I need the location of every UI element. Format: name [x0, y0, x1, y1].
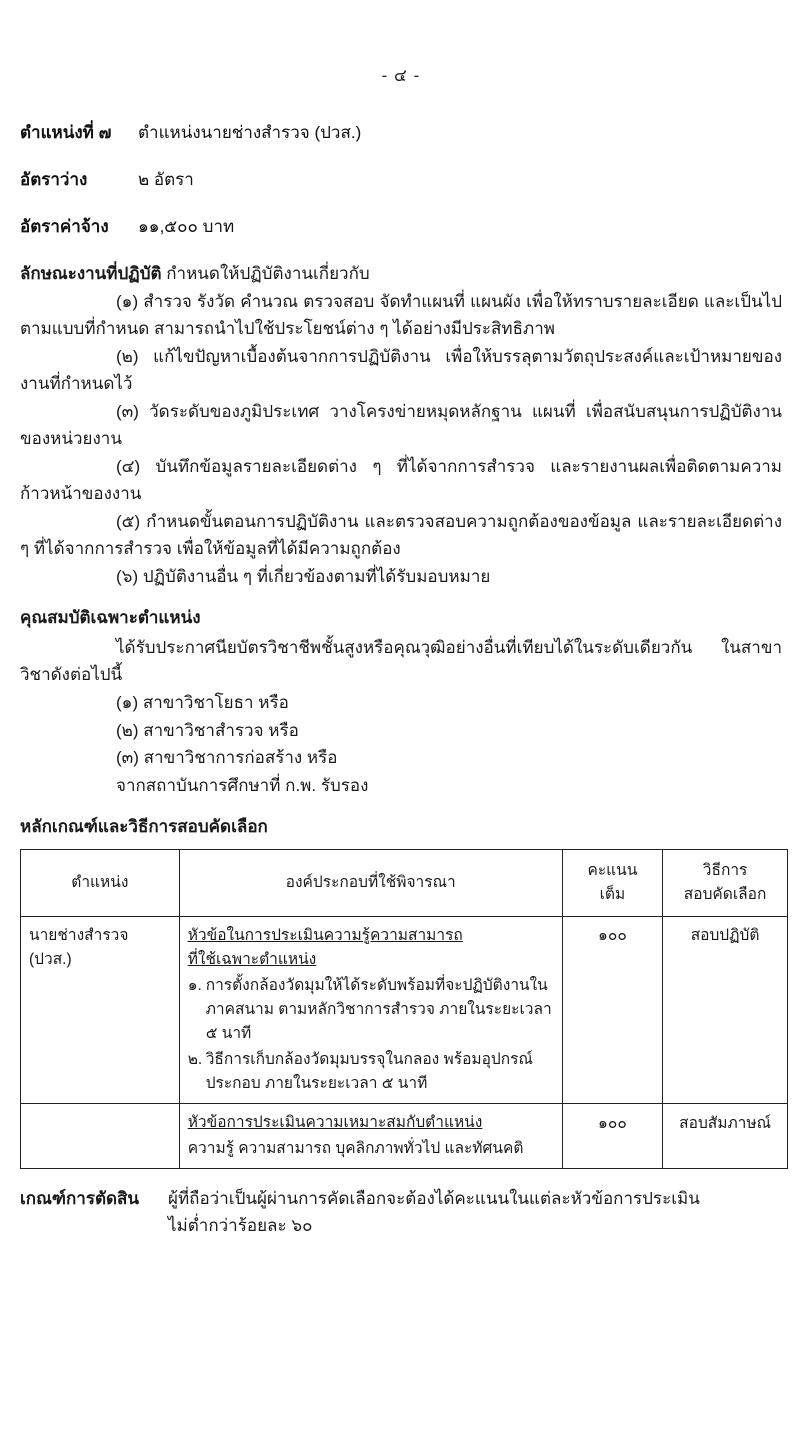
decision-line2: ไม่ต่ำกว่าร้อยละ ๖๐	[168, 1215, 313, 1235]
component-item-number: ๑.	[187, 976, 202, 994]
cell-method: สอบปฏิบัติ	[663, 916, 788, 1103]
position-info-block	[20, 119, 782, 240]
info-value-position: ตำแหน่งนายช่างสำรวจ (ปวส.)	[138, 123, 362, 142]
decision-label: เกณฑ์การตัดสิน	[20, 1188, 140, 1208]
component-heading-line1: หัวข้อในการประเมินความรู้ความสามารถ	[187, 926, 463, 944]
table-row	[21, 916, 788, 1103]
component-item-text: การตั้งกล้องวัดมุมให้ได้ระดับพร้อมที่จะปฏิบัติงานในภาคสนาม ตามหลักวิชาการสำรวจ ภายในระยะเวลา ๕ นาที	[205, 976, 552, 1042]
qualifications-title: คุณสมบัติเฉพาะตำแหน่ง	[20, 608, 201, 628]
component-heading-line2: ที่ใช้เฉพาะตำแหน่ง	[187, 950, 317, 968]
info-value-vacancy: ๒ อัตรา	[138, 170, 194, 189]
th-method-line2: สอบคัดเลือก	[683, 885, 767, 903]
info-row-vacancy	[20, 166, 782, 193]
selection-title: หลักเกณฑ์และวิธีการสอบคัดเลือก	[20, 817, 268, 837]
table-header-row	[21, 849, 788, 916]
cell-components	[179, 1103, 562, 1168]
criteria-table	[20, 849, 788, 1169]
decision-row	[20, 1185, 782, 1212]
selection-section	[20, 813, 782, 1169]
component-item-number: ๒.	[187, 1050, 203, 1068]
th-method-line1: วิธีการ	[702, 861, 748, 879]
table-row	[21, 1103, 788, 1168]
component-heading-line1: หัวข้อการประเมินความเหมาะสมกับตำแหน่ง	[187, 1113, 483, 1131]
cell-score: ๑๐๐	[562, 1103, 663, 1168]
th-score-line1: คะแนน	[587, 861, 638, 879]
component-list-item	[188, 1137, 554, 1161]
cell-method: สอบสัมภาษณ์	[663, 1103, 788, 1168]
duties-lead: กำหนดให้ปฏิบัติงานเกี่ยวกับ	[166, 264, 370, 283]
cell-position: นายช่างสำรวจ (ปวส.)	[21, 916, 180, 1103]
duty-item-5: (๕) กำหนดขั้นตอนการปฏิบัติงาน และตรวจสอบความถูกต้องของข้อมูล และรายละเอียดต่าง ๆ ที่ได้จากการสำรวจ เพื่อให้ข้อมูลที่ได้มีความถูกต้อง	[20, 511, 782, 559]
duties-heading-line	[20, 260, 782, 288]
decision-criteria-block	[20, 1185, 782, 1239]
duties-section	[20, 260, 782, 590]
qualification-item-1: (๑) สาขาวิชาโยธา หรือ	[116, 692, 289, 712]
cell-components	[179, 916, 562, 1103]
duty-item-6: (๖) ปฏิบัติงานอื่น ๆ ที่เกี่ยวข้องตามที่ได้รับมอบหมาย	[116, 566, 491, 586]
qualification-item-2: (๒) สาขาวิชาสำรวจ หรือ	[116, 720, 299, 740]
qualifications-list	[20, 689, 782, 799]
qualifications-section	[20, 604, 782, 799]
duties-title: ลักษณะงานที่ปฏิบัติ	[20, 264, 162, 283]
component-list-item	[188, 1048, 554, 1096]
th-score	[562, 849, 663, 916]
th-score-line2: เต็ม	[599, 885, 626, 903]
info-label-salary: อัตราค่าจ้าง	[20, 217, 109, 236]
duty-item-4: (๔) บันทึกข้อมูลรายละเอียดต่าง ๆ ที่ได้จากการสำรวจ และรายงานผลเพื่อติดตามความก้าวหน้าของงาน	[20, 456, 782, 504]
info-row-salary	[20, 213, 782, 240]
cell-score: ๑๐๐	[562, 916, 663, 1103]
component-list-item	[188, 974, 554, 1046]
info-row-position	[20, 119, 782, 146]
qualifications-note: จากสถาบันการศึกษาที่ ก.พ. รับรอง	[116, 775, 369, 795]
page-number: - ๔ -	[381, 66, 421, 85]
component-item-text: วิธีการเก็บกล้องวัดมุมบรรจุในกลอง พร้อมอุปกรณ์ประกอบ ภายในระยะเวลา ๕ นาที	[205, 1050, 533, 1092]
info-label-position: ตำแหน่งที่ ๗	[20, 123, 112, 142]
th-components: องค์ประกอบที่ใช้พิจารณา	[179, 849, 562, 916]
info-label-vacancy: อัตราว่าง	[20, 170, 88, 189]
th-method	[663, 849, 788, 916]
duty-item-1: (๑) สำรวจ รังวัด คำนวณ ตรวจสอบ จัดทำแผนที่ แผนผัง เพื่อให้ทราบรายละเอียด และเป็นไปตามแบบที่กำหนด สามารถนำไปใช้ประโยชน์ต่าง ๆ ได้อย่างมีประสิทธิภาพ	[20, 291, 782, 339]
duty-item-3: (๓) วัดระดับของภูมิประเทศ วางโครงข่ายหมุดหลักฐาน แผนที่ เพื่อสนับสนุนการปฏิบัติงานของหน่วยงาน	[20, 401, 782, 449]
duty-item-2: (๒) แก้ไขปัญหาเบื้องต้นจากการปฏิบัติงาน เพื่อให้บรรลุตามวัตถุประสงค์และเป้าหมายของงานที่กำหนดไว้	[20, 346, 782, 394]
decision-line1: ผู้ที่ถือว่าเป็นผู้ผ่านการคัดเลือกจะต้องได้คะแนนในแต่ละหัวข้อการประเมิน	[168, 1188, 700, 1208]
info-value-salary: ๑๑,๕๐๐ บาท	[138, 217, 235, 236]
cell-position	[21, 1103, 180, 1168]
qualification-item-3: (๓) สาขาวิชาการก่อสร้าง หรือ	[116, 748, 338, 768]
th-position: ตำแหน่ง	[21, 849, 180, 916]
component-item-text: ความรู้ ความสามารถ บุคลิกภาพทั่วไป และทัศนคติ	[187, 1139, 524, 1157]
qualifications-lead: ได้รับประกาศนียบัตรวิชาชีพชั้นสูงหรือคุณวุฒิอย่างอื่นที่เทียบได้ในระดับเดียวกัน ในสาขาวิชาดังต่อไปนี้	[20, 637, 782, 685]
